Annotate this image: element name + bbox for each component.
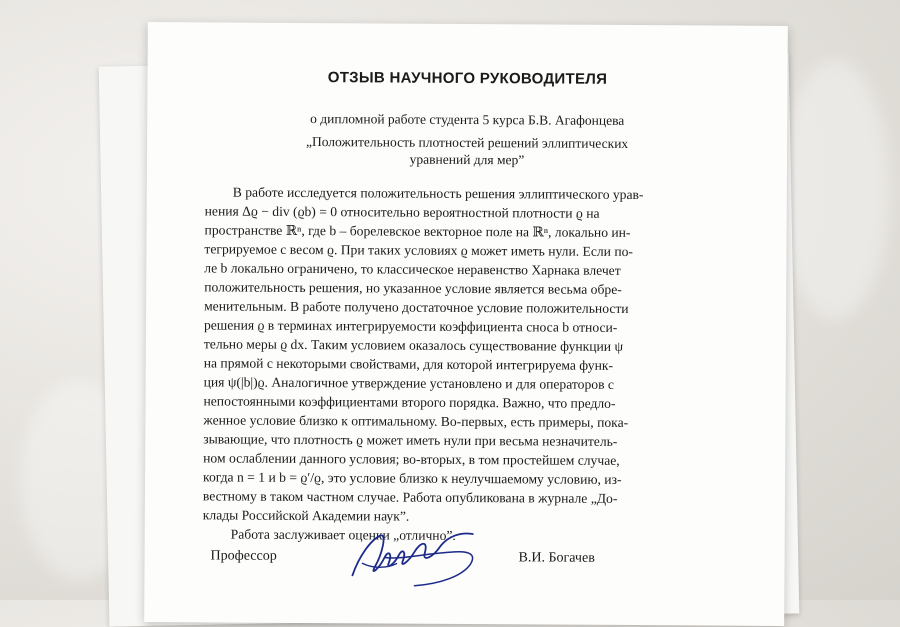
document-title: ОТЗЫВ НАУЧНОГО РУКОВОДИТЕЛЯ xyxy=(327,69,608,88)
body-line: ном ослаблении данного условия; во-вторых, в том простейшем случае, xyxy=(203,450,620,468)
thesis-title-line: уравнений для мер” xyxy=(409,151,525,168)
thesis-title-line: „Положительность плотностей решений эллиптических xyxy=(305,134,629,151)
body-line: тельно меры ϱ dx. Таким условием оказалось существование функции ψ xyxy=(203,336,624,354)
body-line: пространстве ℝⁿ, где b – борелевское векторное поле на ℝⁿ, локально ин- xyxy=(204,222,631,241)
body-line: непостоянными коэффициентами второго порядка. Важно, что предло- xyxy=(203,393,616,411)
body-line: решения ϱ в терминах интегрируемости коэффициента сноса b относи- xyxy=(203,317,618,335)
signature-block xyxy=(144,542,784,606)
body-line: клады Российской Академии наук”. xyxy=(202,507,410,524)
body-line: зывающие, что плотность ϱ может иметь нули при весьма незначитель- xyxy=(203,431,618,449)
thesis-title xyxy=(147,132,787,170)
body-line: женное условие близко к оптимальному. Во-первых, есть примеры, пока- xyxy=(203,412,629,430)
body-line: когда n = 1 и b = ϱ′/ϱ, это условие близко к неулучшаемому условию, из- xyxy=(203,469,622,487)
review-body xyxy=(203,182,735,546)
body-line: на прямой с некоторыми свойствами, для которой интегрируема функ- xyxy=(203,355,614,373)
body-line: положительность решения, но указанное условие является весьма обре- xyxy=(204,279,622,297)
signatory-name: В.И. Богачев xyxy=(518,550,595,566)
background-fold xyxy=(780,60,890,320)
body-line: тегрируемое с весом ϱ. При таких условиях ϱ может иметь нули. Если по- xyxy=(204,241,634,260)
review-document xyxy=(144,22,788,626)
body-line: ция ψ(|b|)ϱ. Аналогичное утверждение установлено и для операторов с xyxy=(203,374,614,392)
body-line: нения Δϱ − div (ϱb) = 0 относительно вероятностной плотности ϱ на xyxy=(204,203,600,221)
body-line: Работа заслуживает оценки „отлично”. xyxy=(230,526,456,543)
body-line: ле b локально ограничено, то классическое неравенство Харнака влечет xyxy=(204,260,621,278)
body-line: вестному в таком частном случае. Работа опубликована в журнале „До- xyxy=(202,488,618,506)
handwritten-signature xyxy=(344,523,494,594)
body-line: В работе исследуется положительность решения эллиптического урав- xyxy=(232,184,644,203)
signatory-position: Профессор xyxy=(210,548,277,564)
body-line: менительным. В работе получено достаточное условие положительности xyxy=(204,298,629,316)
document-subtitle: о дипломной работе студента 5 курса Б.В. Агафонцева xyxy=(310,111,625,128)
